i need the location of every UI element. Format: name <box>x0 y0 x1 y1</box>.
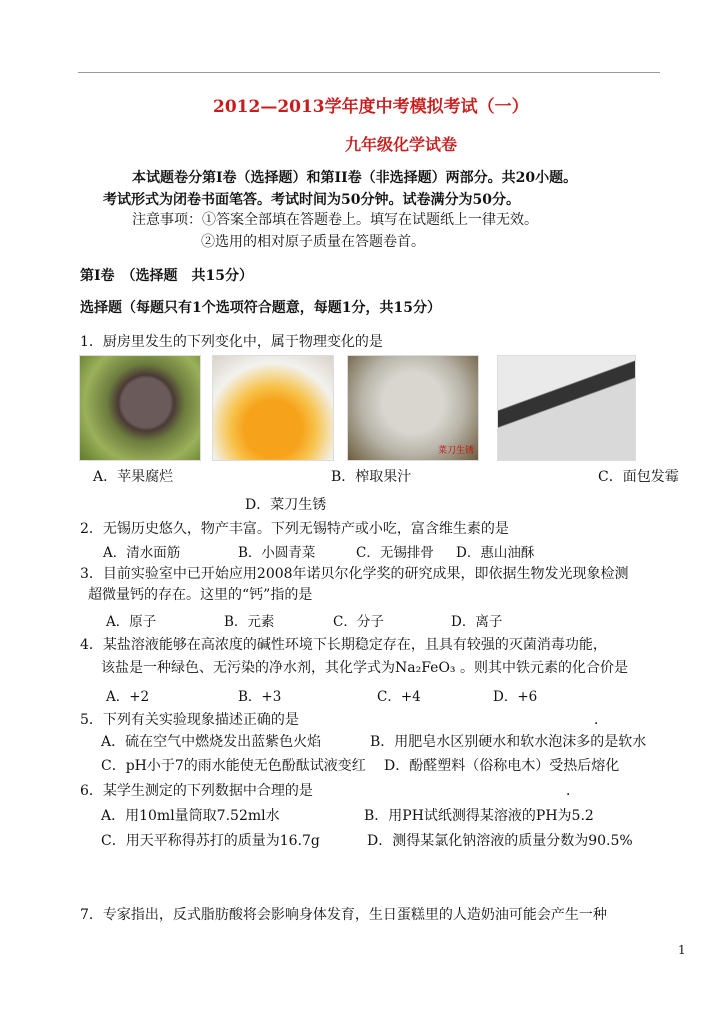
q2-stem: 2．无锡历史悠久，物产丰富。下列无锡特产或小吃，富含维生素的是 <box>80 521 509 537</box>
q5-stem: 5．下列有关实验现象描述正确的是 <box>80 712 299 728</box>
q1-option-a: A．苹果腐烂 <box>93 469 174 485</box>
q5-option-a: A．硫在空气中燃烧发出蓝紫色火焰 <box>101 734 322 750</box>
q2-option-c: C．无锡排骨 <box>356 545 434 561</box>
q6-option-d: D．测得某氯化钠溶液的质量分数为90.5% <box>367 833 633 849</box>
q2-option-a: A．清水面筋 <box>103 545 181 561</box>
q1-option-c: C．面包发霉 <box>598 469 679 485</box>
note-2: ②选用的相对原子质量在答题卷首。 <box>201 234 425 250</box>
section-description: 选择题（每题只有1个选项符合题意，每题1分，共15分） <box>80 300 441 316</box>
q4-option-d: D．+6 <box>493 689 538 705</box>
q6-option-b: B．用PH试纸测得某溶液的PH为5.2 <box>364 808 594 824</box>
q2-option-b: B．小圆青菜 <box>238 545 316 561</box>
exam-subtitle: 九年级化学试卷 <box>345 135 458 154</box>
q5-option-b: B．用肥皂水区别硬水和软水泡沫多的是软水 <box>370 734 647 750</box>
q3-stem-line-1: 3．目前实验室中已开始应用2008年诺贝尔化学奖的研究成果，即依据生物发光现象检测 <box>80 566 629 582</box>
juicer-photo <box>212 355 334 461</box>
q6-option-c: C．用天平称得苏打的质量为16.7g <box>101 833 320 849</box>
q4-option-a: A．+2 <box>106 689 150 705</box>
header-rule <box>78 72 660 73</box>
rotten-apple-photo <box>79 355 201 461</box>
section-heading: 第Ⅰ卷 （选择题 共15分） <box>80 268 254 284</box>
q3-option-c: C．分子 <box>333 614 384 630</box>
note-1: 注意事项：①答案全部填在答题卷上。填写在试题纸上一律无效。 <box>132 212 538 228</box>
intro-line-1: 本试题卷分第Ⅰ卷（选择题）和第II卷（非选择题）两部分。共20小题。 <box>132 170 578 186</box>
q1-option-b: B．榨取果汁 <box>331 469 412 485</box>
q1-option-d: D．菜刀生锈 <box>245 497 327 513</box>
q6-dot: ． <box>566 783 580 799</box>
q2-option-d: D．惠山油酥 <box>456 545 535 561</box>
q4-stem-line-1: 4．某盐溶液能够在高浓度的碱性环境下长期稳定存在，且具有较强的灭菌消毒功能， <box>80 637 607 653</box>
moldy-bread-photo <box>347 355 479 461</box>
exam-title: 2012—2013学年度中考模拟考试（一） <box>213 97 529 117</box>
q6-option-a: A．用10ml量筒取7.52ml水 <box>101 808 280 824</box>
q4-stem-line-2: 该盐是一种绿色、无污染的净水剂，其化学式为Na₂FeO₃ 。则其中铁元素的化合价是 <box>101 660 628 676</box>
q4-option-b: B．+3 <box>238 689 282 705</box>
q5-option-d: D．酚醛塑料（俗称电木）受热后熔化 <box>384 758 620 774</box>
q5-dot: ． <box>594 712 608 728</box>
q3-option-a: A．原子 <box>106 614 157 630</box>
intro-line-2: 考试形式为闭卷书面笔答。考试时间为50分钟。试卷满分为50分。 <box>103 192 520 208</box>
q3-option-b: B．元素 <box>224 614 275 630</box>
q3-stem-line-2: 超微量钙的存在。这里的“钙”指的是 <box>88 587 313 603</box>
q5-option-c: C．pH小于7的雨水能使无色酚酞试液变红 <box>101 758 366 774</box>
photo-caption: 菜刀生锈 <box>437 446 474 456</box>
q6-stem: 6．某学生测定的下列数据中合理的是 <box>80 783 313 799</box>
q4-option-c: C．+4 <box>377 689 421 705</box>
q3-option-d: D．离子 <box>451 614 503 630</box>
q1-stem: 1．厨房里发生的下列变化中，属于物理变化的是 <box>80 334 383 350</box>
q7-stem: 7．专家指出，反式脂肪酸将会影响身体发育，生日蛋糕里的人造奶油可能会产生一种 <box>80 907 607 923</box>
page-number: 1 <box>678 943 686 957</box>
rusty-knife-photo <box>497 355 636 461</box>
